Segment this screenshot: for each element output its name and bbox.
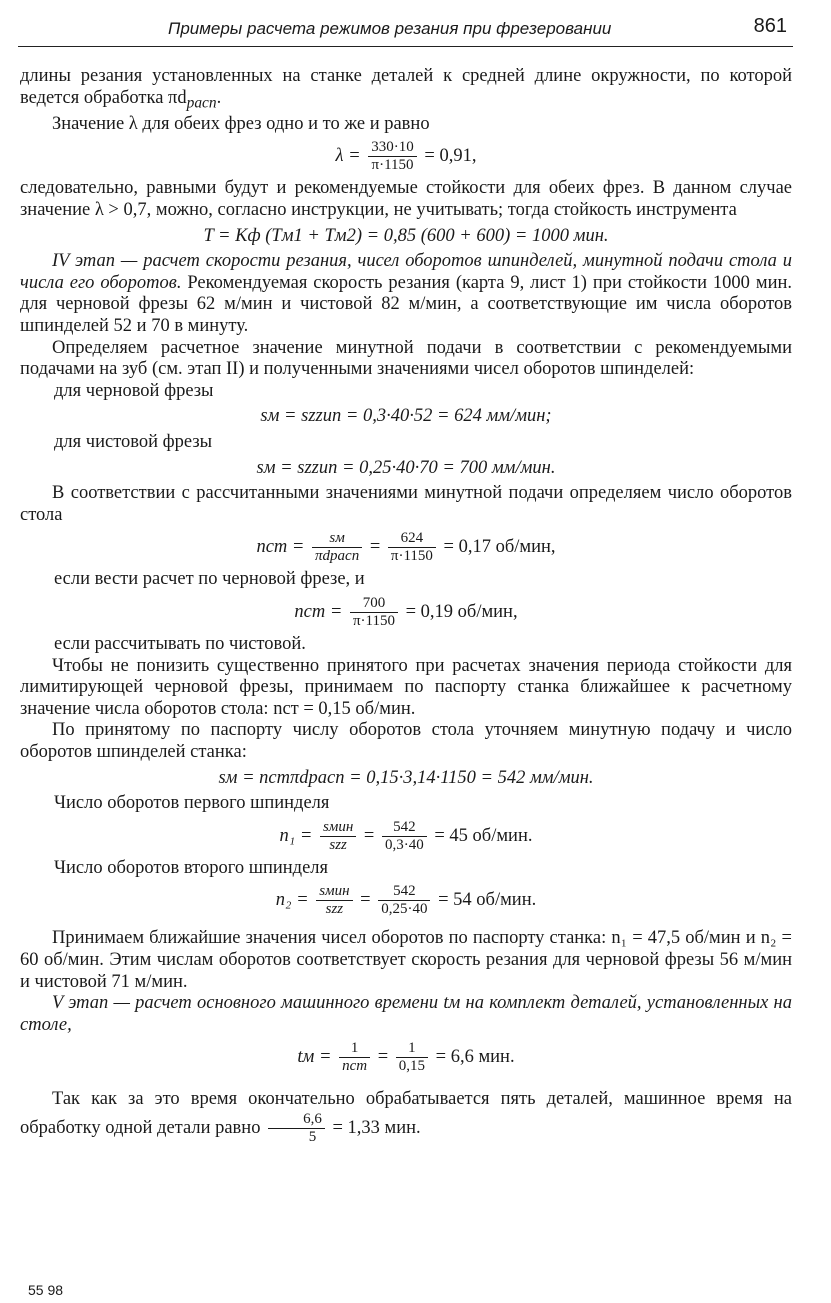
label-rough-calc: если вести расчет по черновой фрезе, и — [54, 569, 365, 590]
equation-table-rpm-finish: nст = $\frac{700}{\pi\cdot 1150}$ = 0,19 об/мин, — [294, 594, 518, 629]
equation-tool-life: T = Kф (Tм1 + Tм2) = 0,85 (600 + 600) = 1000 мин. — [203, 225, 609, 246]
equation-lambda: λ = $\frac{330\cdot 10}{\pi\cdot 1150}$ = 0,91, — [335, 139, 477, 174]
paragraph-stage-v: V этап — расчет основного машинного времени tм на комплект деталей, установленных на столе, — [20, 993, 792, 1035]
paragraph-lambda-intro: Значение λ для обеих фрез одно и то же и равно — [52, 113, 430, 134]
equation-table-rpm-rough: nст = $\frac{sм}{\text{πdрасп}}$ = $\frac{624}{\pi\cdot 1150}$ = 0,17 об/мин, — [256, 530, 556, 565]
paragraph-continuation: длины резания установленных на станке деталей к средней длине окружности, по которой ведется обработка $\pi d_{расп}$. — [20, 66, 792, 112]
page-body — [20, 66, 792, 1146]
paragraph-time-per-part: Так как за это время окончательно обрабатывается пять деталей, машинное время на обработку одной детали равно $\frac{6,6}{5}$ = 1,33 мин. — [20, 1089, 792, 1145]
paragraph-minute-feed: Определяем расчетное значение минутной подачи в соответствии с рекомендуемыми подачами на зуб (см. этап II) и полученными значениями чисел оборотов шпинделей: — [20, 337, 792, 380]
equation-refined-feed: sм = nстπdрасп = 0,15·3,14·1150 = 542 мм/мин. — [218, 767, 594, 788]
page-header — [18, 10, 793, 47]
paragraph-tool-life: следовательно, равными будут и рекомендуемые стойкости для обеих фрез. В данном случае значение λ > 0,7, можно, согласно инструкции, не учитывать; тогда стойкость инструмента — [20, 178, 792, 221]
page-number: 861 — [753, 15, 787, 37]
paragraph-accepted-rpm: Принимаем ближайшие значения чисел оборотов по паспорту станка: n₁ = 47,5 об/мин и n₂ = 60 об/мин. Этим числам оборотов соответствует скорость резания для черновой фрезы 56 м/мин и чистовой 71 м/мин. — [20, 928, 792, 992]
equation-feed-rough: sм = szzиn = 0,3·40·52 = 624 мм/мин; — [260, 406, 552, 427]
paragraph-passport-rpm: Чтобы не понизить существенно принятого при расчетах значения периода стойкости для лимитирующей черновой фрезы, принимаем по паспорту станка ближайшее к расчетному значение числа оборотов стола: nст = 0,15 об/мин. — [20, 655, 792, 719]
paragraph-stage-iv: IV этап — расчет скорости резания, чисел оборотов шпинделей, минутной подачи стола и числа его оборотов. Рекомендуемая скорость резания (карта 9, лист 1) при стойкости 1000 мин. для черновой фрезы 62 м/мин и чистовой 82 м/мин, а соответствующие им числа оборотов шпинделей 52 и 70 в минуту. — [20, 251, 792, 337]
equation-spindle-one: n₁ = $\frac{\text{sмин}}{\text{szz}}$ = $\frac{542}{0,3\cdot 40}$ = 45 об/мин. — [279, 818, 533, 853]
paragraph-table-rpm: В соответствии с рассчитанными значениями минутной подачи определяем число оборотов стола — [20, 483, 792, 525]
label-finish-cutter: для чистовой фрезы — [54, 432, 213, 452]
equation-feed-finish: sм = szzиn = 0,25·40·70 = 700 мм/мин. — [256, 457, 556, 478]
printer-signature: 55 98 — [28, 1282, 64, 1298]
equation-spindle-two: n₂ = $\frac{\text{sмин}}{\text{szz}}$ = $\frac{542}{0,25\cdot 40}$ = 54 об/мин. — [275, 883, 537, 918]
label-finish-calc: если рассчитывать по чистовой. — [54, 633, 306, 654]
label-spindle-two: Число оборотов второго шпинделя — [54, 857, 329, 878]
label-spindle-one: Число оборотов первого шпинделя — [54, 793, 330, 814]
label-rough-cutter: для черновой фрезы — [54, 380, 214, 401]
equation-machine-time: tм = $\frac{1}{\text{nст}}$ = $\frac{1}{0,15}$ = 6,6 мин. — [297, 1040, 515, 1075]
running-title: Примеры расчета режимов резания при фрезеровании — [168, 19, 612, 38]
paragraph-refine-feed: По принятому по паспорту числу оборотов стола уточняем минутную подачу и число оборотов шпинделей станка: — [20, 720, 792, 762]
